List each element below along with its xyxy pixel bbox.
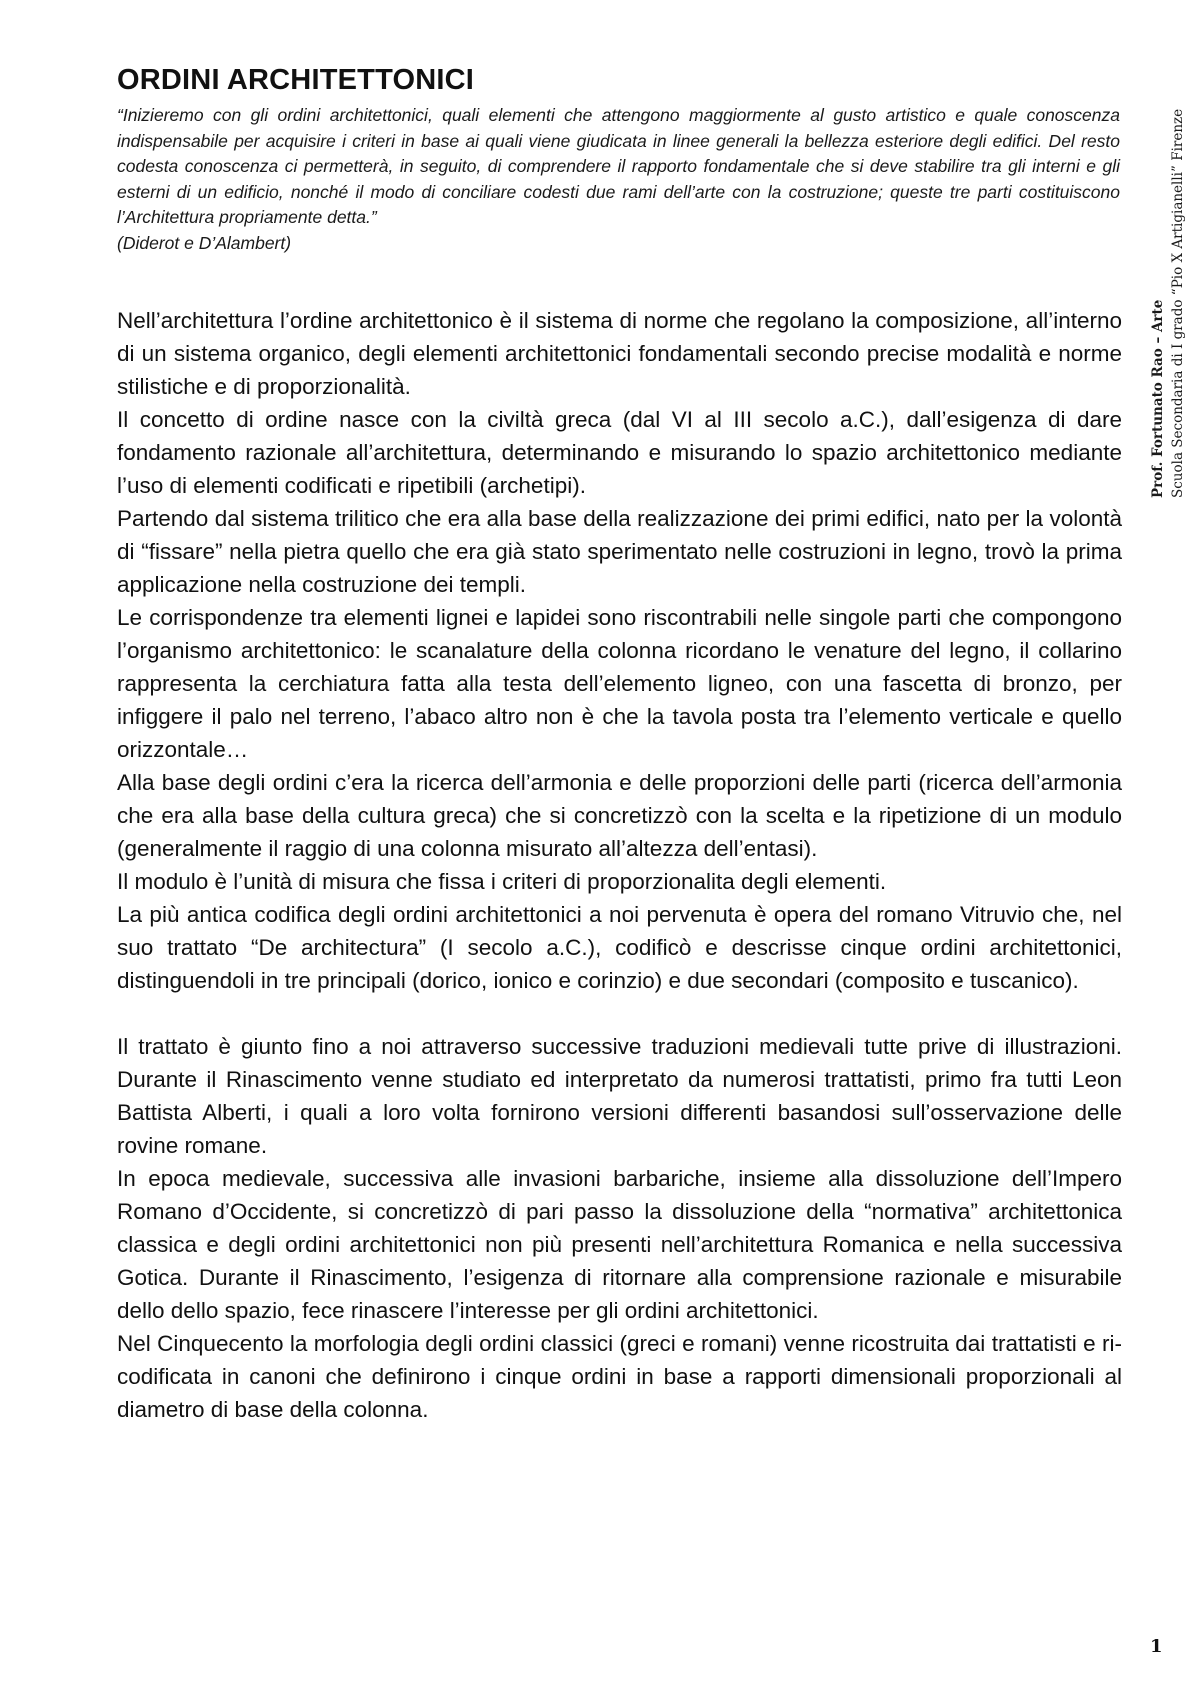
quote-attribution: (Diderot e D’Alambert) bbox=[117, 232, 292, 253]
body-text bbox=[117, 304, 1122, 1426]
paragraph: Nel Cinquecento la morfologia degli ordini classici (greci e romani) venne ricostruita dai trattatisti e ri-codificata in canoni che definirono i cinque ordini in base a rapporti dimensionali proporzionali al diametro di base della colonna. bbox=[117, 1331, 1122, 1422]
paragraph: La più antica codifica degli ordini architettonici a noi pervenuta è opera del romano Vitruvio che, nel suo trattato “De architectura” (I secolo a.C.), codificò e descrisse cinque ordini architettonici, distinguendoli in tre principali (dorico, ionico e corinzio) e due secondari (composito e tuscanico). bbox=[117, 902, 1122, 993]
paragraph: Il concetto di ordine nasce con la civiltà greca (dal VI al III secolo a.C.), dall’esigenza di dare fondamento razionale all’architettura, determinando e misurando lo spazio architettonico mediante l’uso di elementi codificati e ripetibili (archetipi). bbox=[117, 407, 1122, 498]
sidebar-school: Scuola Secondaria di I grado “Pio X Artigianelli” Firenze bbox=[1170, 108, 1186, 498]
paragraph: Nell’architettura l’ordine architettonico è il sistema di norme che regolano la composizione, all’interno di un sistema organico, degli elementi architettonici fondamentali secondo precise modalità e norme stilistiche e di proporzionalità. bbox=[117, 308, 1122, 399]
quote-text: “Inizieremo con gli ordini architettonici, quali elementi che attengono maggiormente al gusto artistico e quale conoscenza indispensabile per acquisire i criteri in base ai quali viene giudicata in linee generali la bellezza esteriore degli edifici. Del resto codesta conoscenza ci permetterà, in seguito, di comprendere il rapporto fondamentale che si deve stabilire tra gli interni e gli esterni di un edificio, nonché il modo di conciliare codesti due rami dell’arte con la costruzione; queste tre parti costituiscono l’Architettura propriamente detta.” bbox=[117, 105, 1120, 227]
paragraph: Alla base degli ordini c’era la ricerca dell’armonia e delle proporzioni delle parti (ricerca dell’armonia che era alla base della cultura greca) che si concretizzò con la scelta e la ripetizione di un modulo (generalmente il raggio di una colonna misurato all’altezza dell’entasi). bbox=[117, 770, 1122, 861]
paragraph: Le corrispondenze tra elementi lignei e lapidei sono riscontrabili nelle singole parti che compongono l’organismo architettonico: le scanalature della colonna ricordano le venature del legno, il collarino rappresenta la cerchiatura fatta alla testa dell’elemento ligneo, con una fascetta di bronzo, per infiggere il palo nel terreno, l’abaco altro non è che la tavola posta tra l’elemento verticale e quello orizzontale… bbox=[117, 605, 1122, 762]
page-title: ORDINI ARCHITETTONICI bbox=[117, 64, 475, 96]
paragraph: In epoca medievale, successiva alle invasioni barbariche, insieme alla dissoluzione dell’Impero Romano d’Occidente, si concretizzò di pari passo la dissoluzione della “normativa” architettonica classica e degli ordini architettonici non più presenti nell’architettura Romanica e nella successiva Gotica. Durante il Rinascimento, l’esigenza di ritornare alla comprensione razionale e misurabile dello dello spazio, fece rinascere l’interesse per gli ordini architettonici. bbox=[117, 1166, 1122, 1323]
page-number: 1 bbox=[1150, 1636, 1163, 1657]
paragraph: Il trattato è giunto fino a noi attraverso successive traduzioni medievali tutte prive di illustrazioni. Durante il Rinascimento venne studiato ed interpretato da numerosi trattatisti, primo fra tutti Leon Battista Alberti, i quali a loro volta fornirono versioni differenti basandosi sull’osservazione delle rovine romane. bbox=[117, 1034, 1122, 1158]
sidebar-header bbox=[1148, 58, 1200, 498]
paragraph: Il modulo è l’unità di misura che fissa i criteri di proporzionalita degli elementi. bbox=[117, 869, 887, 894]
sidebar-author: Prof. Fortunato Rao – Arte bbox=[1150, 299, 1166, 498]
paragraph: Partendo dal sistema trilitico che era alla base della realizzazione dei primi edifici, nato per la volontà di “fissare” nella pietra quello che era già stato sperimentato nelle costruzioni in legno, trovò la prima applicazione nella costruzione dei templi. bbox=[117, 506, 1122, 597]
epigraph-quote bbox=[117, 103, 1120, 256]
